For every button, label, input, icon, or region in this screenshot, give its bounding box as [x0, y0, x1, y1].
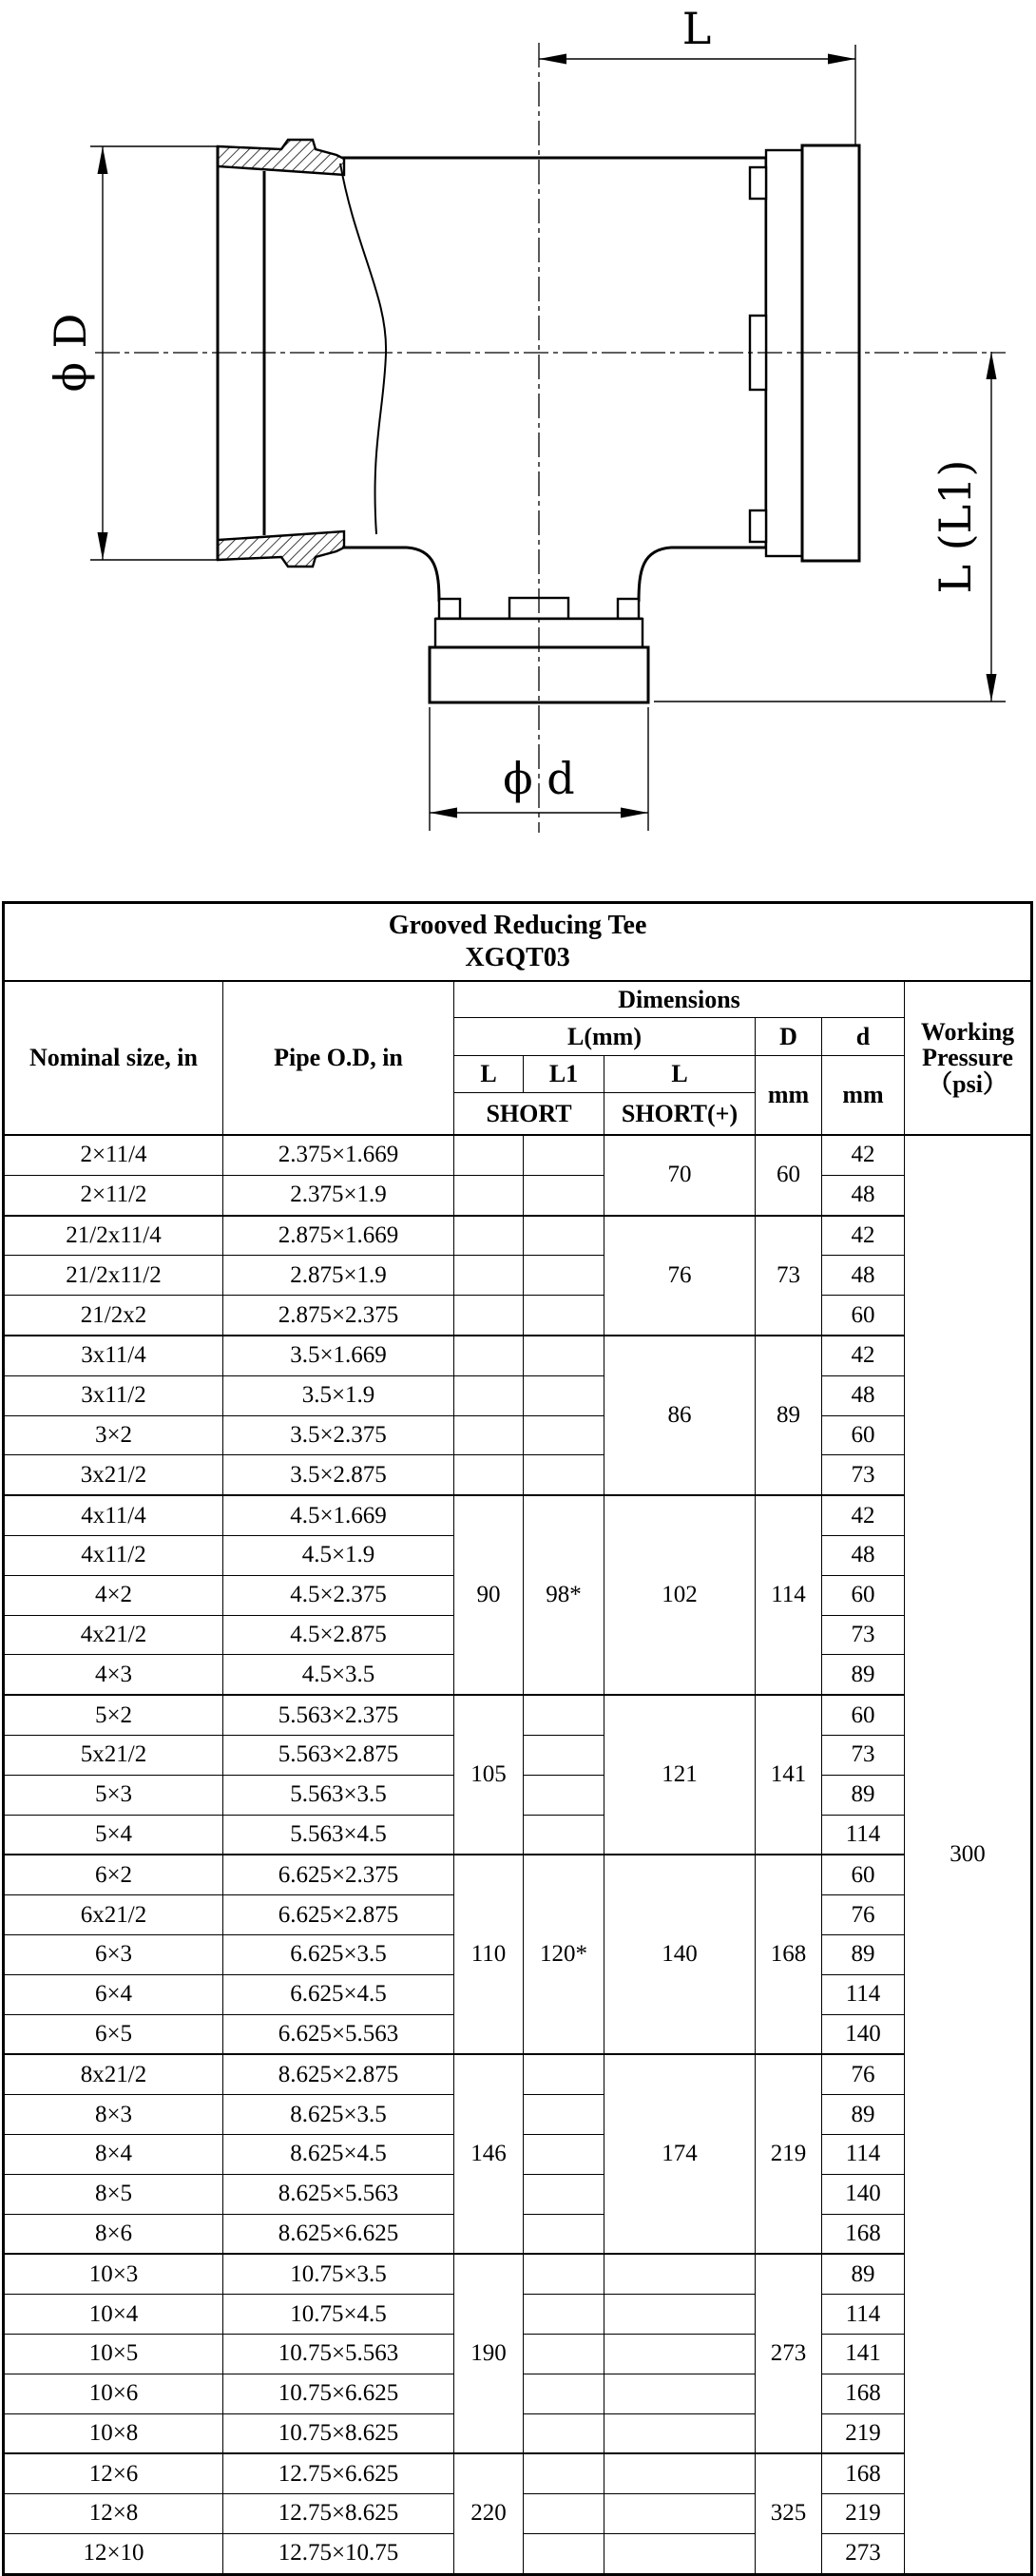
- cell-l1-short: [524, 2413, 604, 2453]
- cell-pipe-od: 12.75×8.625: [223, 2494, 454, 2534]
- cell-l-short-plus: 102: [604, 1495, 756, 1695]
- spec-table-body: [4, 1135, 1032, 2574]
- header-pipe-od: Pipe O.D, in: [223, 981, 454, 1135]
- cell-pipe-od: 8.625×4.5: [223, 2134, 454, 2174]
- cell-l-short-plus: 76: [604, 1216, 756, 1336]
- cell-l1-short: [524, 2254, 604, 2294]
- cell-pipe-od: 3.5×2.875: [223, 1455, 454, 1495]
- header-short-plus: SHORT(+): [604, 1093, 756, 1136]
- cell-diameter-d: 89: [822, 2095, 905, 2135]
- cell-diameter-d: 42: [822, 1135, 905, 1175]
- branch-groove-left: [439, 599, 460, 619]
- header-diameter-d: d: [822, 1018, 905, 1056]
- cell-pipe-od: 2.875×1.9: [223, 1256, 454, 1296]
- cell-diameter-d: 48: [822, 1256, 905, 1296]
- cell-diameter-d: 114: [822, 2295, 905, 2335]
- cell-diameter-d: 114: [822, 2134, 905, 2174]
- cell-l-short-plus: [604, 2334, 756, 2374]
- cell-nominal-size: 8×6: [4, 2214, 223, 2254]
- cell-nominal-size: 8x21/2: [4, 2054, 223, 2094]
- cell-pipe-od: 2.375×1.9: [223, 1175, 454, 1215]
- cell-nominal-size: 3x11/4: [4, 1336, 223, 1375]
- header-working-pressure: Working Pressure（psi）: [905, 981, 1032, 1135]
- cell-l1-short: [524, 1336, 604, 1375]
- spec-row: [4, 2054, 1032, 2094]
- spec-row: [4, 1695, 1032, 1735]
- cell-diameter-d: 42: [822, 1495, 905, 1535]
- cell-diameter-D: 273: [756, 2254, 822, 2453]
- cell-diameter-d: 140: [822, 2174, 905, 2214]
- cell-nominal-size: 4x21/2: [4, 1615, 223, 1655]
- cell-nominal-size: 5×4: [4, 1815, 223, 1855]
- cell-pipe-od: 8.625×5.563: [223, 2174, 454, 2214]
- cell-diameter-d: 60: [822, 1415, 905, 1455]
- cell-l1-short: [524, 1135, 604, 1175]
- lug-bottom: [750, 510, 766, 542]
- cell-nominal-size: 5×2: [4, 1695, 223, 1735]
- cell-l1-short: 120*: [524, 1855, 604, 2054]
- cell-l-short: [454, 1216, 524, 1256]
- lug-top: [750, 167, 766, 199]
- cell-l1-short: [524, 1695, 604, 1735]
- cell-l-short: [454, 1336, 524, 1375]
- cell-pipe-od: 8.625×3.5: [223, 2095, 454, 2135]
- cell-l-short: [454, 1375, 524, 1415]
- spec-row: [4, 1296, 1032, 1336]
- cell-pipe-od: 10.75×4.5: [223, 2295, 454, 2335]
- cell-diameter-D: 168: [756, 1855, 822, 2054]
- header-row-1: [4, 981, 1032, 1018]
- cell-diameter-d: 141: [822, 2334, 905, 2374]
- cell-nominal-size: 3×2: [4, 1415, 223, 1455]
- cell-pipe-od: 10.75×6.625: [223, 2374, 454, 2413]
- cell-l-short-plus: [604, 2254, 756, 2294]
- cell-l-short-plus: [604, 2494, 756, 2534]
- table-title-cell: [4, 903, 1032, 982]
- cell-pipe-od: 2.875×1.669: [223, 1216, 454, 1256]
- header-diameter-D: D: [756, 1018, 822, 1056]
- cell-nominal-size: 3x21/2: [4, 1455, 223, 1495]
- cell-l-short-plus: [604, 2413, 756, 2453]
- cell-working-pressure: 300: [905, 1135, 1032, 2574]
- branch-groove-right: [618, 599, 639, 619]
- cell-diameter-d: 48: [822, 1175, 905, 1215]
- bottom-collar-hatch: [218, 531, 344, 567]
- cell-pipe-od: 8.625×2.875: [223, 2054, 454, 2094]
- header-l-mm: L(mm): [454, 1018, 756, 1056]
- cell-nominal-size: 2×11/2: [4, 1175, 223, 1215]
- cell-l-short: [454, 1175, 524, 1215]
- cell-nominal-size: 8×5: [4, 2174, 223, 2214]
- cell-l-short: [454, 1415, 524, 1455]
- cell-pipe-od: 5.563×3.5: [223, 1775, 454, 1815]
- cell-l-short: 90: [454, 1495, 524, 1695]
- cell-pipe-od: 2.875×2.375: [223, 1296, 454, 1336]
- cell-pipe-od: 2.375×1.669: [223, 1135, 454, 1175]
- cell-nominal-size: 10×4: [4, 2295, 223, 2335]
- cell-l-short-plus: 140: [604, 1855, 756, 2054]
- spec-row: [4, 1216, 1032, 1256]
- cell-diameter-d: 76: [822, 2054, 905, 2094]
- cell-pipe-od: 10.75×5.563: [223, 2334, 454, 2374]
- cell-pipe-od: 10.75×8.625: [223, 2413, 454, 2453]
- cell-nominal-size: 10×8: [4, 2413, 223, 2453]
- cell-pipe-od: 6.625×2.375: [223, 1855, 454, 1894]
- cell-diameter-d: 60: [822, 1695, 905, 1735]
- cell-diameter-d: 219: [822, 2494, 905, 2534]
- spec-table: [2, 901, 1033, 2576]
- cell-l1-short: [524, 1375, 604, 1415]
- cell-diameter-d: 89: [822, 1775, 905, 1815]
- cell-l-short: 110: [454, 1855, 524, 2054]
- cell-l1-short: [524, 1735, 604, 1775]
- cell-diameter-d: 114: [822, 1815, 905, 1855]
- cell-diameter-D: 219: [756, 2054, 822, 2254]
- cell-diameter-d: 89: [822, 2254, 905, 2294]
- cell-l1-short: [524, 1775, 604, 1815]
- cell-diameter-D: 60: [756, 1135, 822, 1216]
- cell-l-short: [454, 1135, 524, 1175]
- cell-nominal-size: 8×3: [4, 2095, 223, 2135]
- cell-l1-short: [524, 1815, 604, 1855]
- cell-l1-short: [524, 2134, 604, 2174]
- cell-l1-short: 98*: [524, 1495, 604, 1695]
- cell-nominal-size: 12×10: [4, 2533, 223, 2574]
- cell-pipe-od: 5.563×4.5: [223, 1815, 454, 1855]
- cell-pipe-od: 10.75×3.5: [223, 2254, 454, 2294]
- cell-diameter-d: 48: [822, 1535, 905, 1575]
- spec-row: [4, 1455, 1032, 1495]
- cell-l1-short: [524, 2453, 604, 2493]
- dim-label-phi-D: ϕ D: [45, 313, 96, 393]
- table-title: Grooved Reducing Tee: [388, 911, 647, 940]
- cell-pipe-od: 3.5×1.669: [223, 1336, 454, 1375]
- cell-pipe-od: 4.5×2.375: [223, 1575, 454, 1615]
- cell-diameter-d: 76: [822, 1895, 905, 1935]
- cell-l1-short: [524, 2214, 604, 2254]
- cell-l-short-plus: 70: [604, 1135, 756, 1216]
- cell-l-short-plus: 121: [604, 1695, 756, 1855]
- cell-l-short-plus: 86: [604, 1336, 756, 1495]
- cell-l-short: 105: [454, 1695, 524, 1855]
- cell-diameter-d: 219: [822, 2413, 905, 2453]
- cell-diameter-D: 89: [756, 1336, 822, 1495]
- cell-pipe-od: 6.625×2.875: [223, 1895, 454, 1935]
- cell-diameter-d: 89: [822, 1934, 905, 1974]
- cell-l1-short: [524, 1455, 604, 1495]
- dim-label-L-L1: L (L1): [930, 459, 981, 594]
- cell-l-short: [454, 1455, 524, 1495]
- cell-nominal-size: 21/2x11/2: [4, 1256, 223, 1296]
- cell-l-short-plus: [604, 2295, 756, 2335]
- header-l1: L1: [524, 1056, 604, 1093]
- dim-label-L: L: [681, 3, 712, 54]
- cell-diameter-d: 89: [822, 1655, 905, 1695]
- spec-row: [4, 1415, 1032, 1455]
- cell-pipe-od: 6.625×5.563: [223, 2014, 454, 2054]
- cell-nominal-size: 12×6: [4, 2453, 223, 2493]
- cell-pipe-od: 6.625×4.5: [223, 1974, 454, 2014]
- cell-nominal-size: 10×3: [4, 2254, 223, 2294]
- cell-diameter-d: 73: [822, 1735, 905, 1775]
- cell-diameter-d: 273: [822, 2533, 905, 2574]
- cell-nominal-size: 6×4: [4, 1974, 223, 2014]
- run-pipe-body: [342, 158, 766, 602]
- cell-nominal-size: 12×8: [4, 2494, 223, 2534]
- cell-l-short: 190: [454, 2254, 524, 2453]
- cell-nominal-size: 6×2: [4, 1855, 223, 1894]
- cell-l-short-plus: [604, 2374, 756, 2413]
- spec-row: [4, 1336, 1032, 1375]
- cell-diameter-D: 114: [756, 1495, 822, 1695]
- cell-diameter-d: 60: [822, 1855, 905, 1894]
- cell-nominal-size: 21/2x2: [4, 1296, 223, 1336]
- spec-row: [4, 2254, 1032, 2294]
- cell-l-short: [454, 1256, 524, 1296]
- technical-drawing: [0, 0, 1036, 901]
- cell-diameter-d: 42: [822, 1336, 905, 1375]
- spec-row: [4, 1135, 1032, 1175]
- cell-l-short-plus: [604, 2453, 756, 2493]
- cell-pipe-od: 3.5×1.9: [223, 1375, 454, 1415]
- cell-pipe-od: 12.75×10.75: [223, 2533, 454, 2574]
- spec-row: [4, 1175, 1032, 1215]
- cell-nominal-size: 3x11/2: [4, 1375, 223, 1415]
- cell-diameter-d: 60: [822, 1575, 905, 1615]
- table-title-row: [4, 903, 1032, 982]
- top-collar-hatch: [218, 140, 344, 175]
- cell-nominal-size: 21/2x11/4: [4, 1216, 223, 1256]
- cell-diameter-D: 325: [756, 2453, 822, 2574]
- cell-pipe-od: 4.5×1.9: [223, 1535, 454, 1575]
- cell-nominal-size: 10×6: [4, 2374, 223, 2413]
- cell-pipe-od: 4.5×3.5: [223, 1655, 454, 1695]
- cell-l1-short: [524, 1415, 604, 1455]
- cell-l1-short: [524, 2054, 604, 2094]
- spec-row: [4, 2453, 1032, 2493]
- spec-row: [4, 1256, 1032, 1296]
- cell-diameter-d: 168: [822, 2214, 905, 2254]
- spec-row: [4, 1855, 1032, 1894]
- cell-nominal-size: 6x21/2: [4, 1895, 223, 1935]
- cell-diameter-d: 168: [822, 2374, 905, 2413]
- cell-pipe-od: 12.75×6.625: [223, 2453, 454, 2493]
- header-l-short: L: [454, 1056, 524, 1093]
- dim-label-phi-d: ϕ d: [503, 753, 575, 804]
- cell-l-short: [454, 1296, 524, 1336]
- cell-pipe-od: 5.563×2.375: [223, 1695, 454, 1735]
- cell-l1-short: [524, 2494, 604, 2534]
- cell-diameter-d: 140: [822, 2014, 905, 2054]
- table-model-code: XGQT03: [465, 943, 570, 972]
- cell-l1-short: [524, 1256, 604, 1296]
- cell-nominal-size: 4×2: [4, 1575, 223, 1615]
- cell-diameter-D: 73: [756, 1216, 822, 1336]
- cell-l-short: 220: [454, 2453, 524, 2574]
- cell-l-short-plus: 174: [604, 2054, 756, 2254]
- cell-nominal-size: 4x11/4: [4, 1495, 223, 1535]
- cell-nominal-size: 5x21/2: [4, 1735, 223, 1775]
- cell-pipe-od: 8.625×6.625: [223, 2214, 454, 2254]
- cell-pipe-od: 6.625×3.5: [223, 1934, 454, 1974]
- cell-l-short-plus: [604, 2533, 756, 2574]
- cell-pipe-od: 5.563×2.875: [223, 1735, 454, 1775]
- cell-l1-short: [524, 1296, 604, 1336]
- header-short: SHORT: [454, 1093, 604, 1136]
- spec-row: [4, 1375, 1032, 1415]
- cell-diameter-D: 141: [756, 1695, 822, 1855]
- cell-diameter-d: 73: [822, 1455, 905, 1495]
- cell-diameter-d: 60: [822, 1296, 905, 1336]
- cell-l1-short: [524, 1216, 604, 1256]
- header-D-unit-mm: mm: [756, 1056, 822, 1136]
- cell-diameter-d: 168: [822, 2453, 905, 2493]
- cell-diameter-d: 48: [822, 1375, 905, 1415]
- spec-row: [4, 1495, 1032, 1535]
- cell-l1-short: [524, 2174, 604, 2214]
- cell-pipe-od: 4.5×1.669: [223, 1495, 454, 1535]
- cell-pipe-od: 4.5×2.875: [223, 1615, 454, 1655]
- cell-nominal-size: 4x11/2: [4, 1535, 223, 1575]
- cell-nominal-size: 8×4: [4, 2134, 223, 2174]
- header-d-unit-mm: mm: [822, 1056, 905, 1136]
- cell-l1-short: [524, 2374, 604, 2413]
- cell-diameter-d: 73: [822, 1615, 905, 1655]
- cell-diameter-d: 42: [822, 1216, 905, 1256]
- cell-l1-short: [524, 2533, 604, 2574]
- cell-nominal-size: 10×5: [4, 2334, 223, 2374]
- cell-nominal-size: 4×3: [4, 1655, 223, 1695]
- cell-l-short: 146: [454, 2054, 524, 2254]
- tee-section-drawing: [0, 0, 1036, 901]
- cell-l1-short: [524, 1175, 604, 1215]
- cell-nominal-size: 6×3: [4, 1934, 223, 1974]
- header-dimensions: Dimensions: [454, 981, 905, 1018]
- cell-diameter-d: 114: [822, 1974, 905, 2014]
- header-nominal-size: Nominal size, in: [4, 981, 223, 1135]
- cell-l1-short: [524, 2295, 604, 2335]
- header-l-plus: L: [604, 1056, 756, 1093]
- pipe-break-wavy-line: [340, 163, 386, 534]
- cell-l1-short: [524, 2334, 604, 2374]
- cell-l1-short: [524, 2095, 604, 2135]
- cell-nominal-size: 2×11/4: [4, 1135, 223, 1175]
- cell-pipe-od: 3.5×2.375: [223, 1415, 454, 1455]
- cell-nominal-size: 5×3: [4, 1775, 223, 1815]
- cell-nominal-size: 6×5: [4, 2014, 223, 2054]
